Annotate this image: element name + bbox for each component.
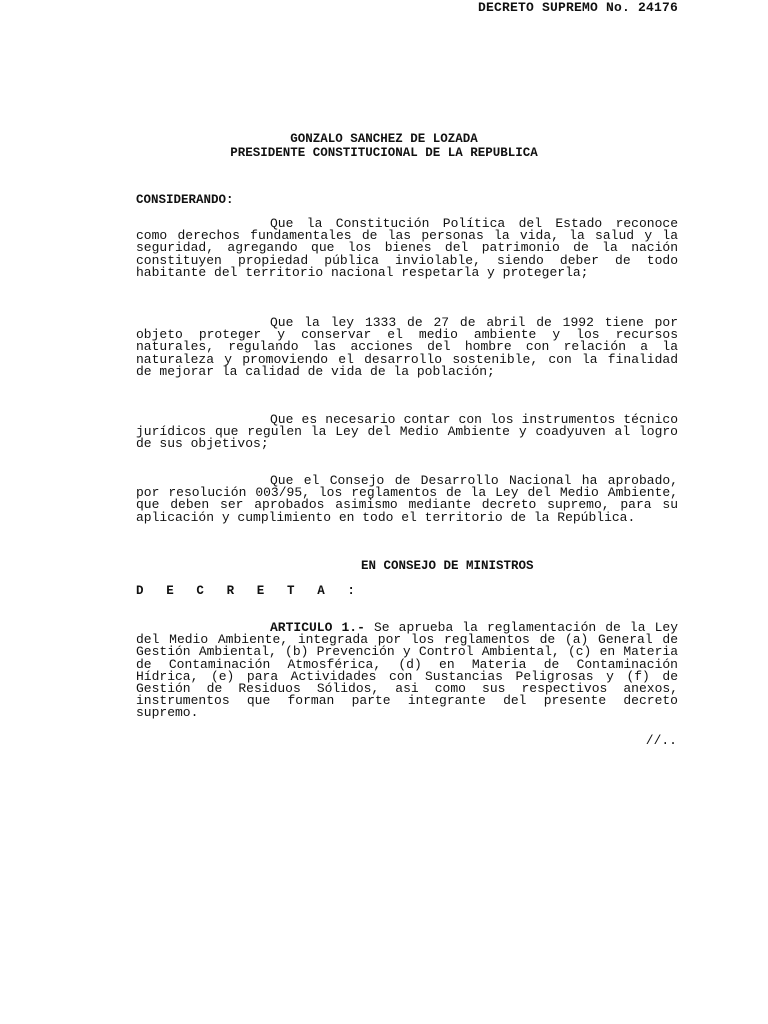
article-1-text: Se aprueba la reglamentación de la Ley del Medio Ambiente, integrada por los reglamentos de (a) General de Gestión Ambiental, (b) Prevención y Control Ambiental, (c) en Materia de Contaminación Atmosférica, (d) en Materia de Contaminación Hídrica, (e) para Actividades con Sustancias Peligrosas y (f) de Gestión de Residuos Sólidos, asi como sus respectivos anexos, instrumentos que forman parte integrante del presente decreto supremo.	[136, 620, 678, 721]
considerando-paragraph-3: Que es necesario contar con los instrumentos técnico jurídicos que regulen la Ley del Medio Ambiente y coadyuven al logro de sus objetivos;	[136, 412, 678, 452]
document-number: DECRETO SUPREMO No. 24176	[477, 0, 678, 15]
issuer-name: GONZALO SANCHEZ DE LOZADA	[290, 132, 478, 146]
issuer-heading	[0, 132, 768, 160]
considerando-paragraph-4: Que el Consejo de Desarrollo Nacional ha aprobado, por resolución 003/95, los reglamentos de la Ley del Medio Ambiente, que deben ser aprobados asimismo mediante decreto supremo, para su aplicación y cumplimiento en todo el territorio de la República.	[136, 473, 678, 525]
considerando-paragraph-2: Que la ley 1333 de 27 de abril de 1992 tiene por objeto proteger y conservar el medio ambiente y los recursos naturales, regulando las acciones del hombre con relación a la naturaleza y promoviendo el desarrollo sostenible, con la finalidad de mejorar la calidad de vida de la población;	[136, 315, 678, 379]
considerando-paragraph-1: Que la Constitución Política del Estado reconoce como derechos fundamentales de las personas la vida, la salud y la seguridad, agregando que los bienes del patrimonio de la nación constituyen propiedad pública inviolable, siendo deber de todo habitante del territorio nacional respetarla y protegerla;	[136, 216, 678, 280]
council-label: EN CONSEJO DE MINISTROS	[361, 559, 534, 573]
continuation-mark: //..	[645, 733, 677, 748]
considerando-label: CONSIDERANDO:	[136, 193, 234, 207]
decreta-label: D E C R E T A :	[136, 584, 363, 598]
article-1-heading: ARTICULO 1.-	[270, 620, 365, 635]
article-1	[136, 622, 678, 720]
issuer-title: PRESIDENTE CONSTITUCIONAL DE LA REPUBLICA	[230, 146, 538, 160]
